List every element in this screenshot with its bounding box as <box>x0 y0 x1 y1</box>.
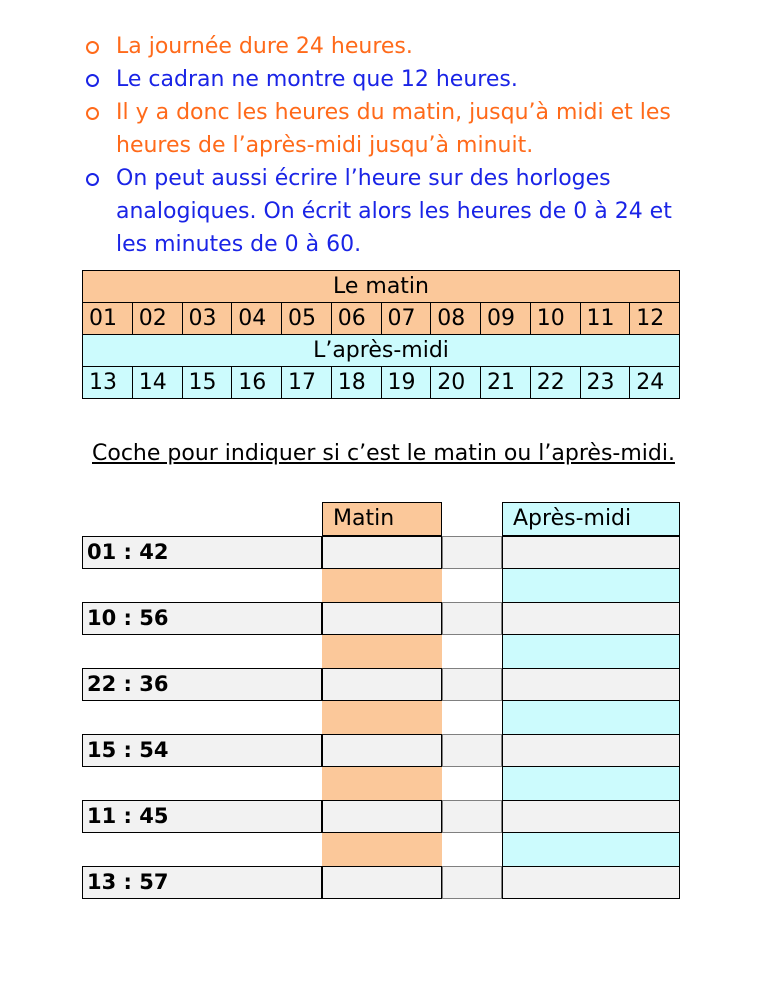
apres-midi-spacer <box>502 701 680 734</box>
apres-midi-spacer <box>502 833 680 866</box>
matin-spacer <box>322 833 442 866</box>
bullet-item <box>86 30 706 63</box>
bullet-text: Le cadran ne montre que 12 heures. <box>116 67 518 92</box>
hour-cell: 15 <box>182 367 232 399</box>
hour-cell: 13 <box>83 367 133 399</box>
instruction-text: Coche pour indiquer si c’est le matin ou l’après-midi. <box>92 441 675 466</box>
circle-bullet-icon <box>86 74 99 87</box>
matin-checkbox[interactable] <box>322 536 442 569</box>
hour-cell: 05 <box>282 303 332 335</box>
matin-checkbox[interactable] <box>322 800 442 833</box>
hour-cell: 12 <box>630 303 680 335</box>
time-label: 11 : 45 <box>82 800 322 833</box>
header-apres-midi: Après-midi <box>502 502 680 536</box>
circle-bullet-icon <box>86 173 99 186</box>
afternoon-hours-row <box>83 367 680 399</box>
gap-cell <box>442 800 502 833</box>
time-row <box>82 734 680 767</box>
hour-cell: 11 <box>580 303 630 335</box>
spacer-row <box>82 767 680 800</box>
matin-checkbox[interactable] <box>322 866 442 899</box>
hour-cell: 20 <box>431 367 481 399</box>
gap-cell <box>442 734 502 767</box>
hour-cell: 23 <box>580 367 630 399</box>
circle-bullet-icon <box>86 107 99 120</box>
apres-midi-checkbox[interactable] <box>502 866 680 899</box>
apres-midi-spacer <box>502 767 680 800</box>
bullet-text: La journée dure 24 heures. <box>116 34 413 59</box>
matin-checkbox[interactable] <box>322 668 442 701</box>
time-row <box>82 866 680 899</box>
apres-midi-checkbox[interactable] <box>502 800 680 833</box>
time-label: 10 : 56 <box>82 602 322 635</box>
apres-midi-spacer <box>502 569 680 602</box>
time-label: 13 : 57 <box>82 866 322 899</box>
hour-cell: 19 <box>381 367 431 399</box>
gap-cell <box>442 536 502 569</box>
gap-cell <box>442 866 502 899</box>
gap-cell <box>442 602 502 635</box>
time-row <box>82 668 680 701</box>
matin-spacer <box>322 569 442 602</box>
hour-cell: 01 <box>83 303 133 335</box>
apres-midi-checkbox[interactable] <box>502 668 680 701</box>
bullet-text: On peut aussi écrire l’heure sur des horloges analogiques. On écrit alors les heures de 0 à 24 et les minutes de 0 à 60. <box>116 166 672 257</box>
spacer-row <box>82 569 680 602</box>
hour-cell: 10 <box>530 303 580 335</box>
spacer-row <box>82 701 680 734</box>
morning-hours-row <box>83 303 680 335</box>
spacer-row <box>82 635 680 668</box>
matin-spacer <box>322 701 442 734</box>
time-row <box>82 536 680 569</box>
hour-cell: 16 <box>232 367 282 399</box>
hour-cell: 04 <box>232 303 282 335</box>
hour-cell: 18 <box>331 367 381 399</box>
time-label: 15 : 54 <box>82 734 322 767</box>
hour-cell: 06 <box>331 303 381 335</box>
hour-cell: 09 <box>481 303 531 335</box>
apres-midi-checkbox[interactable] <box>502 536 680 569</box>
time-label: 22 : 36 <box>82 668 322 701</box>
circle-bullet-icon <box>86 41 99 54</box>
afternoon-title: L’après-midi <box>83 335 680 367</box>
hour-cell: 22 <box>530 367 580 399</box>
time-label: 01 : 42 <box>82 536 322 569</box>
bullet-text: Il y a donc les heures du matin, jusqu’à midi et les heures de l’après-midi jusqu’à minuit. <box>116 100 671 158</box>
apres-midi-spacer <box>502 635 680 668</box>
hour-cell: 02 <box>132 303 182 335</box>
matin-checkbox[interactable] <box>322 602 442 635</box>
header-matin: Matin <box>322 502 442 536</box>
time-row <box>82 800 680 833</box>
checklist-table <box>82 502 680 902</box>
bullet-item <box>86 63 706 96</box>
bullet-item <box>86 96 706 162</box>
bullet-item <box>86 162 706 261</box>
spacer-row <box>82 833 680 866</box>
hour-cell: 07 <box>381 303 431 335</box>
hour-cell: 08 <box>431 303 481 335</box>
apres-midi-checkbox[interactable] <box>502 602 680 635</box>
time-row <box>82 602 680 635</box>
hour-cell: 24 <box>630 367 680 399</box>
matin-spacer <box>322 635 442 668</box>
hour-cell: 03 <box>182 303 232 335</box>
hours-table <box>82 270 680 399</box>
hour-cell: 21 <box>481 367 531 399</box>
hour-cell: 14 <box>132 367 182 399</box>
gap-cell <box>442 668 502 701</box>
matin-spacer <box>322 767 442 800</box>
hour-cell: 17 <box>282 367 332 399</box>
apres-midi-checkbox[interactable] <box>502 734 680 767</box>
matin-checkbox[interactable] <box>322 734 442 767</box>
morning-title: Le matin <box>83 271 680 303</box>
info-bullets <box>86 30 706 261</box>
